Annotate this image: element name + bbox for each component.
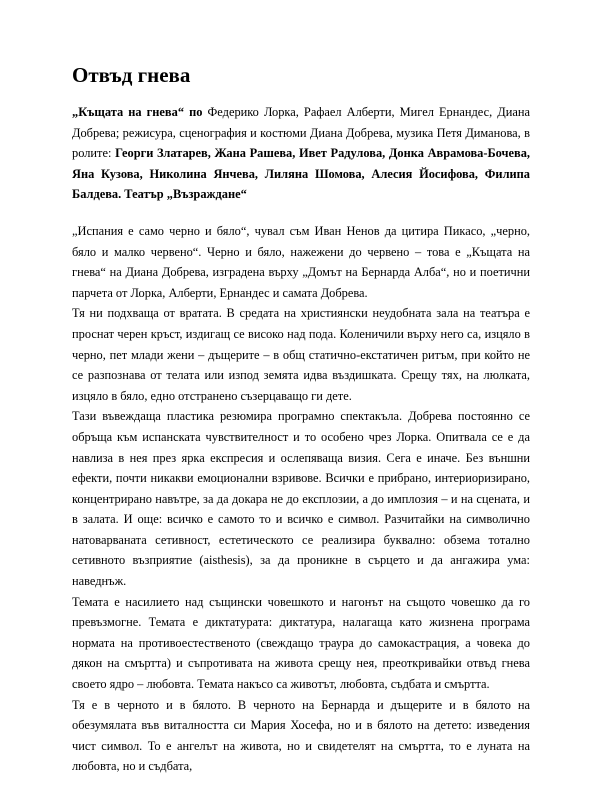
production-credits xyxy=(72,102,530,205)
body-paragraph: „Испания е само черно и бяло“, чувал съм Иван Ненов да цитира Пикасо, „черно, бяло и малко червено“. Черно и бяло, нажежени до червено – това е „Къщата на гнева“ на Диана Добрева, изградена върху „Домът на Бернарда Алба“, но и поетични парчета от Лорка, Алберти, Ернандес и самата Добрева. xyxy=(72,223,530,300)
play-title: „Къщата на гнева“ по xyxy=(72,105,203,119)
authors-and-crew: Федерико Лорка, Рафаел Алберти, Мигел Ернандес, Диана Добрева; режисура, сценография и костюми Диана Добрева, музика Петя Диманова, в ролите: xyxy=(72,105,531,161)
body-paragraph: Темата е насилието над същински човешкото и нагонът на същото човешко да го превъзмогне. Темата е диктатурата: диктатура, налагаща като жизнена програма нормата на противоестественото (свеждащо траура до самокастрация, а човека до дякон на смъртта) и съпротивата на живота срещу нея, преоткривайки отвъд гнева своето ядро – любовта. Темата накъсо са животът, любовта, съдбата и смъртта. xyxy=(72,594,530,692)
body-paragraph: Тази въвеждаща пластика резюмира програмно спектакъла. Добрева постоянно се обръща към испанската чувствителност и то особено чрез Лорка. Опитвала се е да навлиза в нея през ярка експресия и ослепяваща визия. Сега е иначе. Без външни ефекти, почти никакви емоционални взривове. Всички е прибрано, интериоризирано, концентрирано навътре, за да докара не до експлозии, а до имплозия – и на сцената, и в залата. И още: всичко е самото то и всичко е символ. Разчитайки на символично натоварваната сетивност, естетическото се реализира буквално: обзема тотално сетивното възприятие (aisthesis), за да проникне в сърцето и да ангажира ума: наведнъж. xyxy=(72,409,530,589)
body-paragraph: Тя ни подхваща от вратата. В средата на християнски неудобната зала на театъра е проснат черен кръст, издигащ се високо над пода. Коленичили върху него са, изцяло в черно, пет млади жени – дъщерите – в общ статично-екстатичен ритъм, при който не се разпознава от телата или изпод земята идва въздишката. Срещу тях, на люлката, изцяло в бяло, едно отстранено съзерцаващо ги дете. xyxy=(72,306,530,403)
document-page xyxy=(72,62,530,777)
cast-and-theatre: Георги Златарев, Жана Рашева, Ивет Радулова, Донка Аврамова-Бочева, Яна Кузова, Николина Янчева, Лиляна Шомова, Алесия Йосифова, Филипа Балдева. Театър „Възраждане“ xyxy=(72,146,531,202)
article-title: Отвъд гнева xyxy=(72,63,191,87)
body-paragraph: Тя е в черното и в бялото. В черното на Бернарда и дъщерите и в бялото на обезумялата във виталността си Мария Хосефа, но и в бялото на детето: изведения чист символ. То е ангелът на живота, но и свидетелят на смъртта, то е луната на любовта, но и съдбата, xyxy=(72,697,530,774)
